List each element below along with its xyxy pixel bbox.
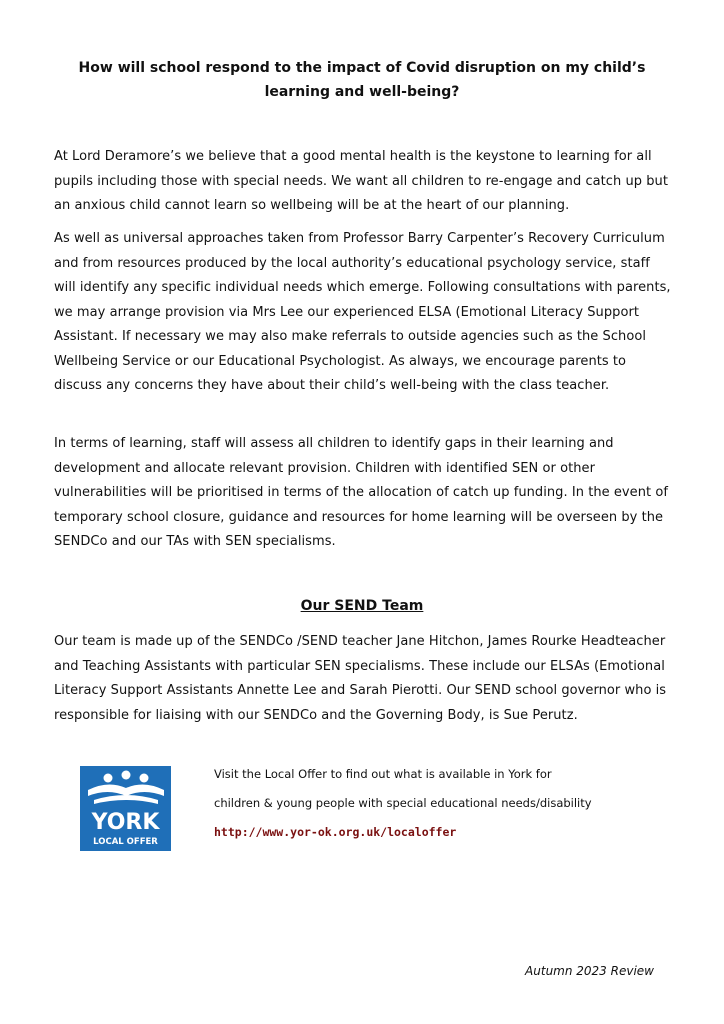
local-offer-line-1: Visit the Local Offer to find out what is available in York for (214, 767, 552, 781)
paragraph-wellbeing: At Lord Deramore’s we believe that a good mental health is the keystone to learning for all pupils including those with special needs. We want all children to re-engage and catch up but an anxious child cannot learn so wellbeing will be at the heart of our planning. (54, 149, 668, 213)
figures-icon (88, 771, 164, 805)
paragraph-approaches: As well as universal approaches taken from Professor Barry Carpenter’s Recovery Curriculum and from resources produced by the local authority’s educational psychology service, staff will identify any specific individual needs which emerge. Following consultations with parents, we may arrange provision via Mrs Lee our experienced ELSA (Emotional Literacy Support Assistant. If necessary we may also make referrals to outside agencies such as the School Wellbeing Service or our Educational Psychologist. As always, we encourage parents to discuss any concerns they have about their child’s well-being with the class teacher. (54, 231, 671, 393)
review-footer: Autumn 2023 Review (525, 964, 654, 978)
local-offer-line-2: children & young people with special educational needs/disability (214, 796, 592, 810)
logo-york-text: YORK (91, 810, 160, 835)
local-offer-link[interactable]: http://www.yor-ok.org.uk/localoffer (214, 825, 457, 839)
york-logo-graphic (80, 766, 171, 851)
send-team-title: Our SEND Team (300, 598, 424, 614)
york-local-offer-logo (80, 766, 171, 851)
send-team-paragraph: Our team is made up of the SENDCo /SEND teacher Jane Hitchon, James Rourke Headteacher and Teaching Assistants with particular SEN specialisms. These include our ELSAs (Emotional Literacy Support Assistants Annette Lee and Sarah Pierotti. Our SEND school governor who is responsible for liaising with our SENDCo and the Governing Body, is Sue Perutz. (54, 634, 667, 723)
paragraph-learning: In terms of learning, staff will assess all children to identify gaps in their learning and development and allocate relevant provision. Children with identified SEN or other vulnerabilities will be prioritised in terms of the allocation of catch up funding. In the event of temporary school closure, guidance and resources for home learning will be overseen by the SENDCo and our TAs with SEN specialisms. (54, 436, 668, 549)
page-heading: How will school respond to the impact of Covid disruption on my child’s learning and well-being? (78, 60, 646, 100)
logo-local-offer-text: LOCAL OFFER (93, 837, 158, 847)
